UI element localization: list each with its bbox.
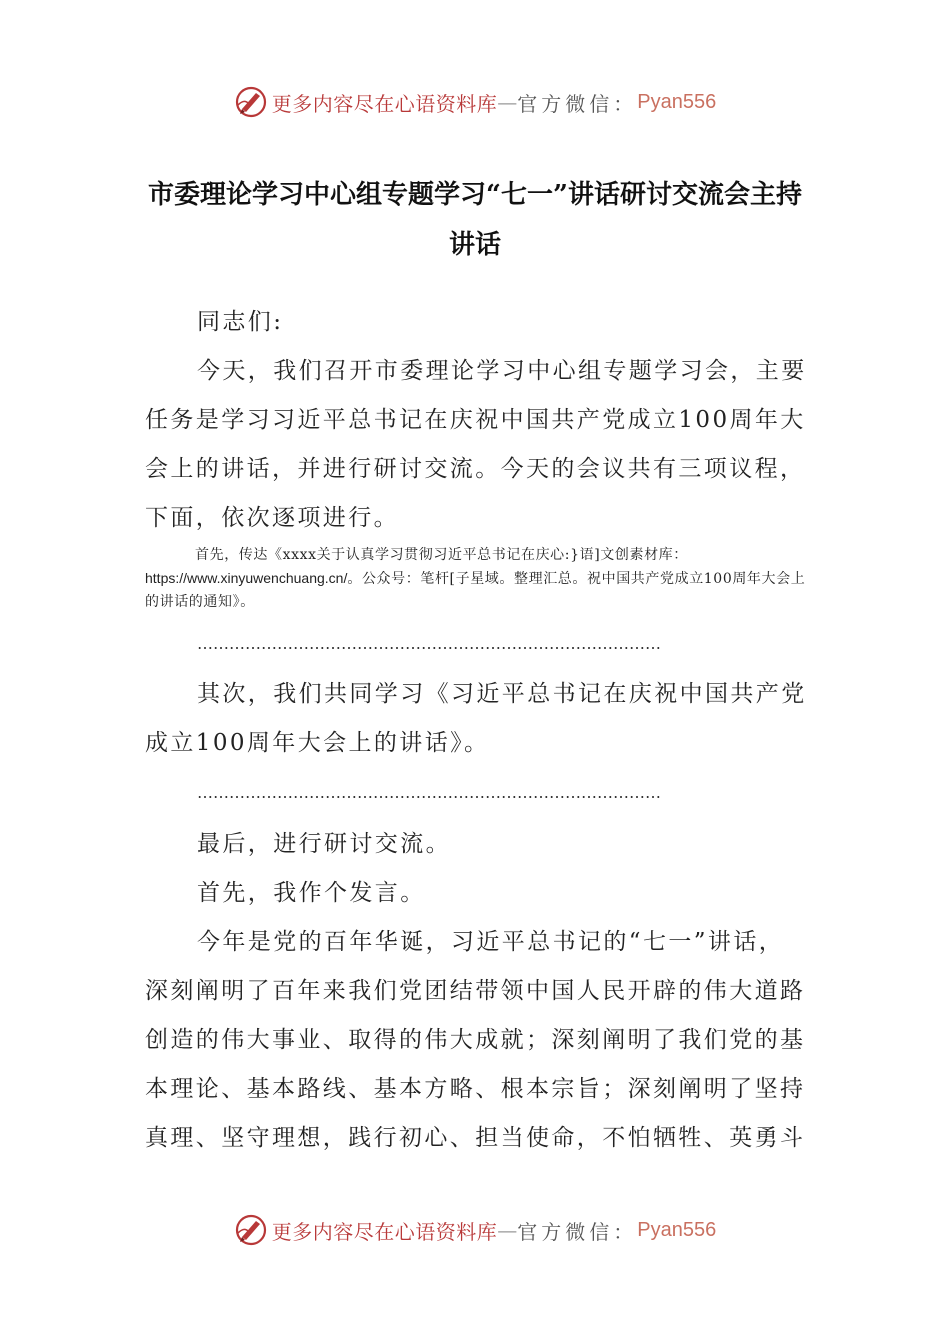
salutation: 同志们:: [197, 309, 284, 335]
pen-logo-icon: [234, 1213, 268, 1247]
banner-wechat-id: Pyan556: [637, 90, 717, 113]
ellipsis-divider: ……………………………………………………………………………: [197, 634, 661, 653]
banner-wechat-id: Pyan556: [637, 1218, 717, 1241]
header-banner: [0, 82, 950, 122]
banner-separator: —: [497, 90, 518, 114]
footer-banner: [0, 1210, 950, 1250]
ellipsis-divider: ……………………………………………………………………………: [197, 783, 661, 802]
document-title: 市委理论学习中心组专题学习“七一”讲话研讨交流会主持讲话: [148, 180, 802, 260]
first-item-text-a: 首先，传达《xxxx关于认真学习贯彻习近平总书记在庆心:}语]文创素材库：: [195, 547, 688, 563]
banner-wechat-label: 官方微信：: [517, 91, 638, 116]
paragraph-second-item: 其次，我们共同学习《习近平总书记在庆祝中国共产党成立100周年大会上的讲话》。: [145, 681, 807, 756]
banner-text: 更多内容尽在心语资料库: [271, 1219, 498, 1244]
paragraph-speech-body: 今年是党的百年华诞，习近平总书记的“七一”讲话，深刻阐明了百年来我们党团结带领中国人民开辟的伟大道路创造的伟大事业、取得的伟大成就；深刻阐明了我们党的基本理论、基本路线、基本方略、根本宗旨；深刻阐明了坚持真理、坚守理想，践行初心、担当使命，不怕牺牲、英勇斗: [145, 929, 806, 1151]
source-url-link[interactable]: https://www.xinyuwenchuang.cn/: [145, 570, 348, 586]
first-item-text-b: 。公众号：笔杆[子星域。整理汇总。祝中国共产党成立100周年大会上的讲话的通知》。: [145, 571, 806, 610]
pen-logo-icon: [234, 85, 268, 119]
paragraph-agenda: 今天，我们召开市委理论学习中心组专题学习会，主要任务是学习习近平总书记在庆祝中国共产党成立100周年大会上的讲话，并进行研讨交流。今天的会议共有三项议程，下面，依次逐项进行。: [145, 358, 807, 531]
paragraph-first-item: [145, 544, 807, 614]
banner-separator: —: [497, 1218, 518, 1242]
paragraph-speech-start: 首先，我作个发言。: [197, 880, 426, 906]
banner-wechat-label: 官方微信：: [517, 1219, 638, 1244]
banner-text: 更多内容尽在心语资料库: [271, 91, 498, 116]
paragraph-third-item: 最后，进行研讨交流。: [197, 831, 451, 857]
